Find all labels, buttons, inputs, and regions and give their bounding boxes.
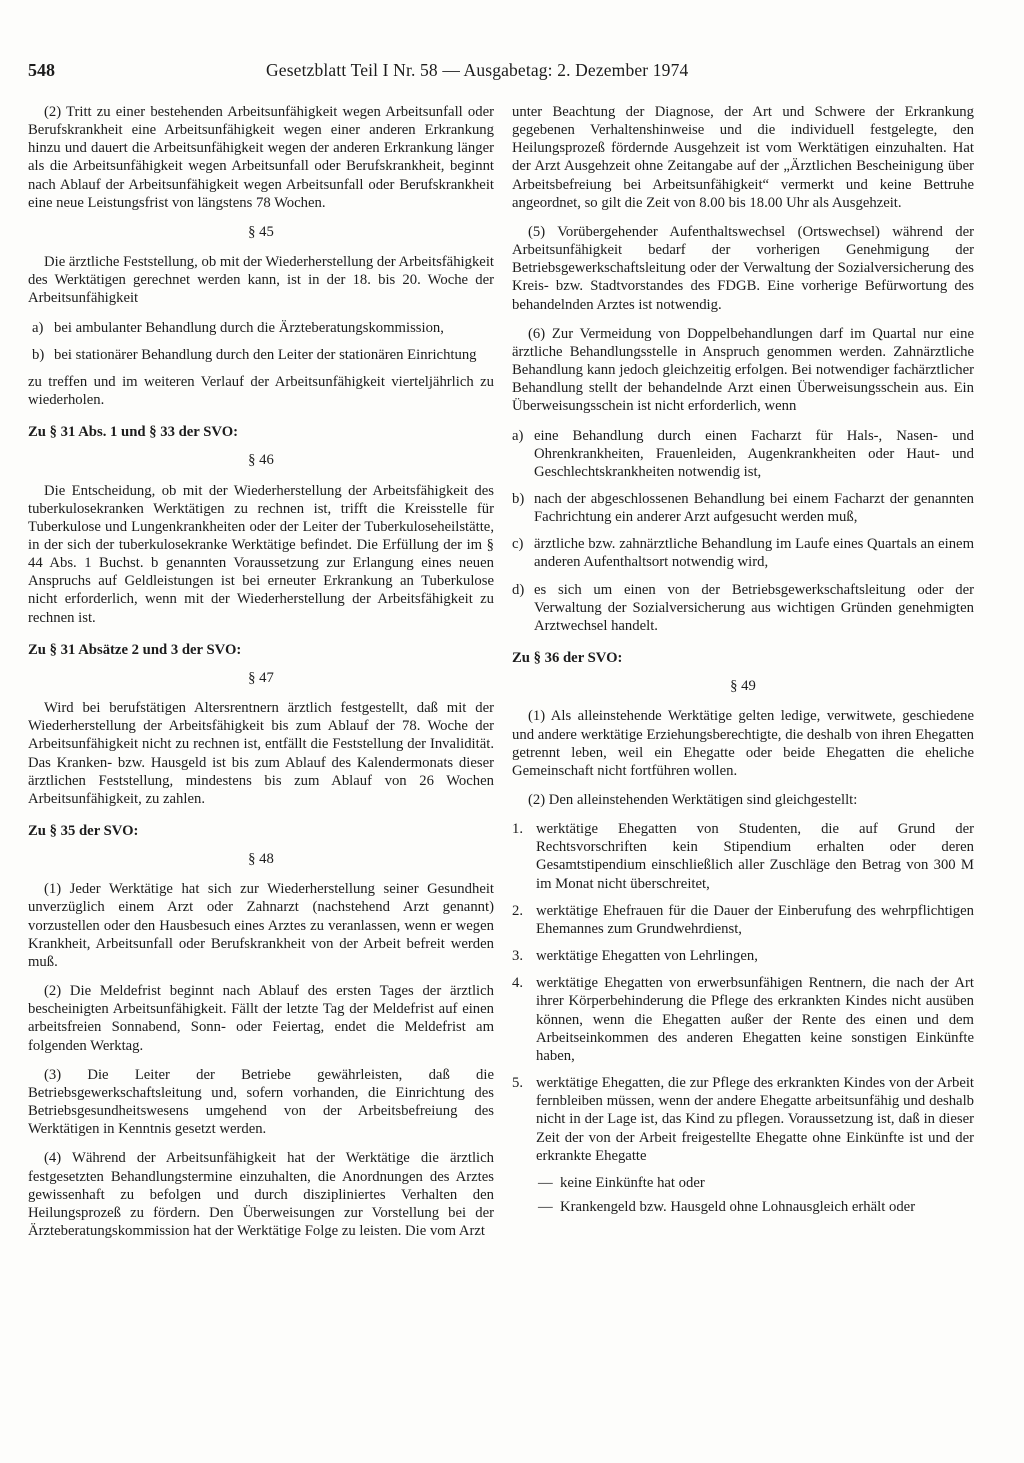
list-item-text: ärztliche bzw. zahnärztliche Behandlung im Laufe eines Quartals an einem anderen Aufenthaltsort notwendig wird, [534, 536, 974, 571]
section-48-para-5: (5) Vorübergehender Aufenthaltswechsel (Ortswechsel) während der Arbeitsunfähigkeit bedarf der vorherigen Genehmigung der Betriebsgewerkschaftsleitung oder der Verwaltung der Sozialversicherung des Kreis- bzw. Stadtvorstandes des FDGB. Eine vorherige Befürwortung des behandelnden Arztes ist notwendig. [512, 223, 974, 313]
dash-item-text: Krankengeld bzw. Hausgeld ohne Lohnausgleich erhält oder [560, 1198, 916, 1215]
section-48-para-2: (2) Die Meldefrist beginnt nach Ablauf des ersten Tages der ärztlich bescheinigten Arbeitsunfähigkeit. Fällt der letzte Tag der Meldefrist auf einen arbeitsfreien Sonnabend, Sonn- oder Feiertag, endet die Meldefrist am folgenden Werktag. [28, 983, 494, 1054]
dash-item [512, 1174, 974, 1192]
list-item [28, 346, 494, 364]
list-item-text: werktätige Ehegatten von Lehrlingen, [536, 948, 758, 965]
list-item [512, 490, 974, 526]
list-item-label: a) [512, 427, 524, 444]
subheading-zu-36: Zu § 36 der SVO: [512, 650, 623, 667]
section-48-para-4: (4) Während der Arbeitsunfähigkeit hat der Werktätige die ärztlich festgesetzten Behandlungstermine einzuhalten, die Anordnungen des Arztes gewissenhaft zu befolgen und durch diszipliniertes Verhalten den Heilungsprozeß zu fördern. Den Überweisungen zur Vorstellung bei der Ärzteberatungskommission hat der Werktätige Folge zu leisten. Die vom Arzt [28, 1150, 494, 1239]
section-45-title: § 45 [248, 223, 274, 240]
list-item-text: bei stationärer Behandlung durch den Leiter der stationären Einrichtung [54, 346, 477, 363]
list-item-label: c) [512, 536, 524, 553]
section-49-para-1: (1) Als alleinstehende Werktätige gelten ledige, verwitwete, geschiedene und andere werktätige Erziehungsberechtigte, die deshalb von ihren Ehegatten getrennt leben, weil ein Ehegatte oder beide Ehegatten die eheliche Gemeinschaft nicht fortführen wollen. [512, 708, 974, 779]
section-48-para-1: (1) Jeder Werktätige hat sich zur Wiederherstellung seiner Gesundheit unverzüglich einem Arzt oder Zahnarzt (nachstehend Arzt genannt) vorzustellen oder den Hausbesuch eines Arztes zu veranlassen, wenn er wegen Krankheit, Arbeitsunfall oder Berufskrankheit von der Arbeit befreit werden muß. [28, 881, 494, 970]
list-item-label: 3. [512, 948, 524, 965]
list-item-label: 4. [512, 975, 524, 992]
list-item-text: nach der abgeschlossenen Behandlung bei einem Facharzt der genannten Fachrichtung ein anderer Arzt aufgesucht werden muß, [534, 490, 974, 526]
list-item [512, 1074, 974, 1165]
section-49-para-2: (2) Den alleinstehenden Werktätigen sind gleichgestellt: [528, 792, 858, 808]
running-title: Gesetzblatt Teil I Nr. 58 — Ausgabetag: 2. Dezember 1974 [266, 60, 689, 80]
left-column [28, 103, 494, 1251]
section-48-para-4-continued: unter Beachtung der Diagnose, der Art und Schwere der Erkrankung gegebenen Verhaltenshinweise und die individuell festgelegte, den Heilungsprozeß fördernde Ausgehzeit ist vom Werktätigen einzuhalten. Hat der Arzt Ausgehzeit ohne Zeitangabe auf der „Ärztlichen Bescheinigung über Arbeitsbefreiung bei Arbeitsunfähigkeit“ vermerkt und keine Bettruhe angeordnet, so gilt die Zeit von 8.00 bis 18.00 Uhr als Ausgehzeit. [512, 104, 974, 211]
list-item-text: werktätige Ehegatten von Studenten, die auf Grund der Rechtsvorschriften kein Stipendium erhalten oder deren Gesamtstipendium einschließlich aller Zuschläge den Betrag von 300 M im Monat nicht überschreitet, [536, 821, 974, 892]
list-item-text: eine Behandlung durch einen Facharzt für Hals-, Nasen- und Ohrenkrankheiten, Frauenleiden, Augenkrankheiten oder Haut- und Geschlechtskrankheiten notwendig ist, [534, 427, 974, 480]
section-48-title: § 48 [248, 851, 274, 868]
dash-item-text: keine Einkünfte hat oder [560, 1174, 705, 1191]
paragraph-44-2: (2) Tritt zu einer bestehenden Arbeitsunfähigkeit wegen Arbeitsunfall oder Berufskrankheit eine Arbeitsunfähigkeit wegen einer anderen Erkrankung hinzu und dauert die Arbeitsunfähigkeit wegen der anderen Erkrankung länger als die Arbeitsunfähigkeit wegen Arbeitsunfall oder Berufskrankheit, beginnt nach Ablauf der Arbeitsunfähigkeit wegen Arbeitsunfall oder Berufskrankheit eine neue Leistungsfrist von längstens 78 Wochen. [28, 104, 494, 211]
section-45-intro: Die ärztliche Feststellung, ob mit der Wiederherstellung der Arbeitsfähigkeit des Werktätigen gerechnet werden kann, ist in der 18. bis 20. Woche der Arbeitsunfähigkeit [28, 254, 494, 307]
right-column [512, 103, 974, 1222]
dash-item [512, 1198, 974, 1216]
list-item [512, 581, 974, 635]
list-item-label: b) [32, 346, 45, 363]
list-item [512, 902, 974, 938]
list-item-text: es sich um einen von der Betriebsgewerkschaftsleitung oder der Verwaltung der Sozialversicherung aus wichtigen Gründen genehmigten Arztwechsel handelt. [534, 581, 974, 634]
list-item [512, 535, 974, 571]
subheading-zu-35: Zu § 35 der SVO: [28, 823, 139, 839]
list-item-label: 5. [512, 1075, 524, 1092]
list-item-text: werktätige Ehegatten von erwerbsunfähigen Rentnern, die nach der Art ihrer Körperbehinderung die Pflege des erkrankten Kindes nicht ausüben können, wenn die Ehegatten außer der Rente des einen und dem Arbeitseinkommen des anderen Ehegatten keine sonstigen Einkünfte haben, [536, 975, 974, 1064]
list-item [512, 947, 974, 965]
list-item-label: d) [512, 581, 525, 598]
section-46-text: Die Entscheidung, ob mit der Wiederherstellung der Arbeitsfähigkeit des tuberkulosekranken Werktätigen zu rechnen ist, trifft die Kreisstelle für Tuberkulose und Lungenkrankheiten oder der Leiter der Tuberkuloseheilstätte, in der sich der tuberkulosekranke Werktätige befindet. Die Erfüllung der im § 44 Abs. 1 Buchst. b genannten Voraussetzung zur Erlangung eines neuen Anspruchs auf Geldleistungen ist bei erneuter Erkrankung an Tuberkulose nicht erforderlich, wenn mit der Wiederherstellung der Arbeitsfähigkeit zu rechnen ist. [28, 482, 494, 626]
page-number: 548 [28, 60, 55, 80]
list-item-label: a) [32, 319, 44, 336]
section-45-outro: zu treffen und im weiteren Verlauf der Arbeitsunfähigkeit vierteljährlich zu wiederholen. [28, 373, 494, 409]
section-46-title: § 46 [248, 452, 274, 469]
list-item-label: 2. [512, 902, 524, 919]
list-item [512, 820, 974, 893]
list-item [512, 974, 974, 1065]
section-47-title: § 47 [248, 669, 274, 686]
list-item-text: werktätige Ehefrauen für die Dauer der Einberufung des wehrpflichtigen Ehemannes zum Grundwehrdienst, [536, 902, 974, 937]
list-item [28, 319, 494, 337]
list-item-label: 1. [512, 821, 524, 838]
section-47-text: Wird bei berufstätigen Altersrentnern ärztlich festgestellt, daß mit der Wiederherstellung der Arbeitsfähigkeit bis zum Ablauf der 78. Woche der Arbeitsunfähigkeit nicht zu rechnen ist, entfällt die Feststellung der Invalidität. Das Kranken- bzw. Hausgeld ist bis zum Ablauf des Kalendermonats dieser ärztlichen Feststellung, mindestens bis zum Ablauf von 26 Wochen Arbeitsunfähigkeit, zu zahlen. [28, 700, 494, 807]
section-48-para-6: (6) Zur Vermeidung von Doppelbehandlungen darf im Quartal nur eine ärztliche Behandlungsstelle in Anspruch genommen werden. Zahnärztliche Behandlung kann jedoch gleichzeitig erfolgen. Bei notwendiger fachärztlicher Behandlung stellt der behandelnde Arzt einen Überweisungsschein aus. Ein Überweisungsschein ist nicht erforderlich, wenn [512, 325, 974, 415]
list-item-label: b) [512, 490, 525, 507]
dash-item-label: — [538, 1174, 553, 1191]
list-item-text: werktätige Ehegatten, die zur Pflege des erkrankten Kindes von der Arbeit fernbleiben müssen, wenn der andere Ehegatte arbeitsunfähig und deshalb nicht in der Lage ist, das Kind zu pflegen. Voraussetzung ist, daß in dieser Zeit der von der Arbeit freigestellte Ehegatte ohne Einkünfte ist und der erkrankte Ehegatte [536, 1075, 974, 1164]
list-item-text: bei ambulanter Behandlung durch die Ärzteberatungskommission, [54, 319, 444, 336]
list-item [512, 427, 974, 481]
dash-item-label: — [538, 1198, 553, 1215]
section-49-title: § 49 [730, 678, 756, 695]
section-48-para-3: (3) Die Leiter der Betriebe gewährleisten, daß die Betriebsgewerkschaftsleitung und, sofern vorhanden, die Einrichtung des Betriebsgesundheitswesens umgehend von der Arbeitsbefreiung des Werktätigen in Kenntnis gesetzt werden. [28, 1066, 494, 1138]
subheading-zu-31-abs2-3: Zu § 31 Absätze 2 und 3 der SVO: [28, 641, 242, 658]
subheading-zu-31-33: Zu § 31 Abs. 1 und § 33 der SVO: [28, 424, 239, 441]
